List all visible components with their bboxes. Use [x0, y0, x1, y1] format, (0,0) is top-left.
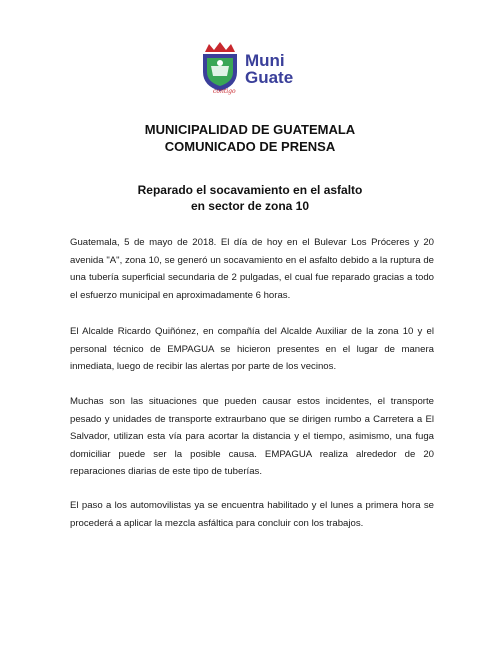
- document-header: [0, 121, 500, 155]
- header-organization: MUNICIPALIDAD DE GUATEMALA: [144, 122, 356, 137]
- paragraph-1: Guatemala, 5 de mayo de 2018. El día de hoy en el Bulevar Los Próceres y 20 avenida "A", zona 10, se generó un socavamiento en el asfalto debido a la ruptura de una tubería superficial secundaria de 2 pulgadas, el cual fue reparado gracias a todo el esfuerzo municipal en aproximadamente 6 horas.: [70, 237, 434, 301]
- logo-wordmark: [245, 52, 293, 86]
- logo-line1: Muni: [245, 51, 285, 70]
- header-document-type: COMUNICADO DE PRENSA: [164, 139, 336, 154]
- press-release-title: [0, 182, 500, 214]
- paragraph-3: Muchas son las situaciones que pueden causar estos incidentes, el transporte pesado y unidades de transporte extraurbano que se dirigen rumbo a Carretera a El Salvador, utilizan esta vía para acortar la distancia y el tiempo, asimismo, una fuga domiciliar puede ser la posible causa. EMPAGUA realiza alrededor de 20 reparaciones diarias de este tipo de tuberías.: [70, 396, 434, 477]
- logo-tagline: contigo: [213, 88, 236, 95]
- muni-guate-logo: [197, 42, 307, 108]
- paragraph-2: El Alcalde Ricardo Quiñónez, en compañía del Alcalde Auxiliar de la zona 10 y el personal técnico de EMPAGUA se hicieron presentes en el lugar de manera inmediata, luego de recibir las alertas por parte de los vecinos.: [70, 326, 434, 372]
- title-line2: en sector de zona 10: [190, 199, 310, 213]
- shield-emblem-icon: [197, 42, 243, 92]
- logo-line2: Guate: [245, 68, 294, 87]
- paragraph-4: El paso a los automovilistas ya se encuentra habilitado y el lunes a primera hora se procederá a aplicar la mezcla asfáltica para concluir con los trabajos.: [70, 500, 434, 529]
- title-line1: Reparado el socavamiento en el asfalto: [137, 183, 363, 197]
